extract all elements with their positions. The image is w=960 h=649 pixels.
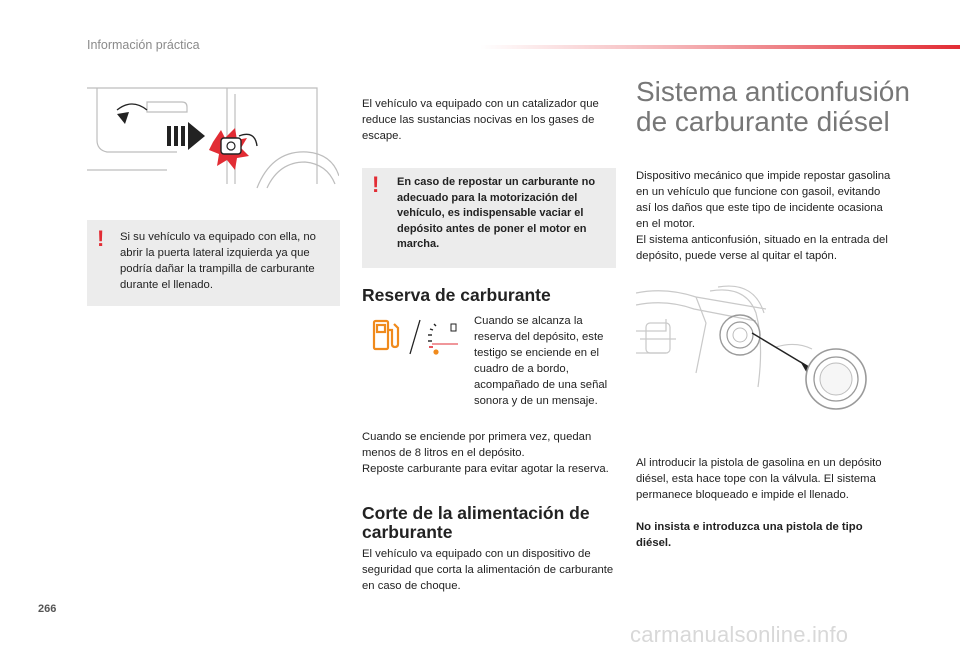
fuel-reserve-paragraph-2: Reposte carburante para evitar agotar la reserva.: [362, 463, 609, 475]
exclamation-icon: !: [372, 172, 380, 197]
fuel-reserve-paragraph-1: Cuando se enciende por primera vez, quedan menos de 8 litros en el depósito.: [362, 431, 592, 459]
catalyst-intro-text: El vehículo va equipado con un catalizador que reduce las sustancias nocivas en los gases de escape.: [362, 98, 599, 142]
header-title: Información práctica: [87, 38, 200, 52]
fuel-filler-neck-illustration: [636, 283, 888, 443]
fuel-cut-description: El vehículo va equipado con un dispositivo de seguridad que corta la alimentación de carburante en caso de choque.: [362, 548, 614, 592]
misfuel-paragraph-2: El sistema anticonfusión, situado en la entrada del depósito, puede verse al quitar el tapón.: [636, 234, 888, 262]
fuel-reserve-title: Reserva de carburante: [362, 285, 551, 305]
header-accent-bar: [480, 45, 960, 49]
watermark: carmanualsonline.info: [630, 622, 849, 647]
exclamation-icon: !: [97, 226, 105, 251]
separator-slash: [410, 320, 420, 354]
fuel-pump-icon: [374, 321, 398, 349]
fuel-reserve-icons: [370, 316, 462, 358]
page-number: 266: [38, 603, 57, 615]
wrong-fuel-warning-text: En caso de repostar un carburante no adecuado para la motorización del vehículo, es indispensable vaciar el depósito antes de poner el motor en marcha.: [397, 176, 596, 250]
misfuel-prevention-title: Sistema anticonfusión de carburante diésel: [636, 76, 910, 137]
fuel-gauge-icon: [428, 324, 458, 355]
side-door-warning-text: Si su vehículo va equipado con ella, no abrir la puerta lateral izquierda ya que podría dañar la trampilla de carburante durante el llenado.: [120, 231, 316, 291]
misfuel-paragraph-4: No insista e introduzca una pistola de tipo diésel.: [636, 521, 863, 549]
fuel-cut-title: Corte de la alimentación de carburante: [362, 503, 590, 542]
misfuel-paragraph-1: Dispositivo mecánico que impide repostar gasolina en un vehículo que funcione con gasoil, evitando así los daños que este tipo de incidente ocasiona en el motor.: [636, 170, 891, 230]
fuel-reserve-description: Cuando se alcanza la reserva del depósito, este testigo se enciende en el cuadro de a bordo, acompañado de una señal sonora y de un mensaje.: [474, 315, 608, 407]
misfuel-paragraph-3: Al introducir la pistola de gasolina en un depósito diésel, esta hace tope con la válvula. El sistema permanece bloqueado e impide el llenado.: [636, 457, 882, 501]
van-fuel-flap-illustration: [87, 80, 339, 190]
